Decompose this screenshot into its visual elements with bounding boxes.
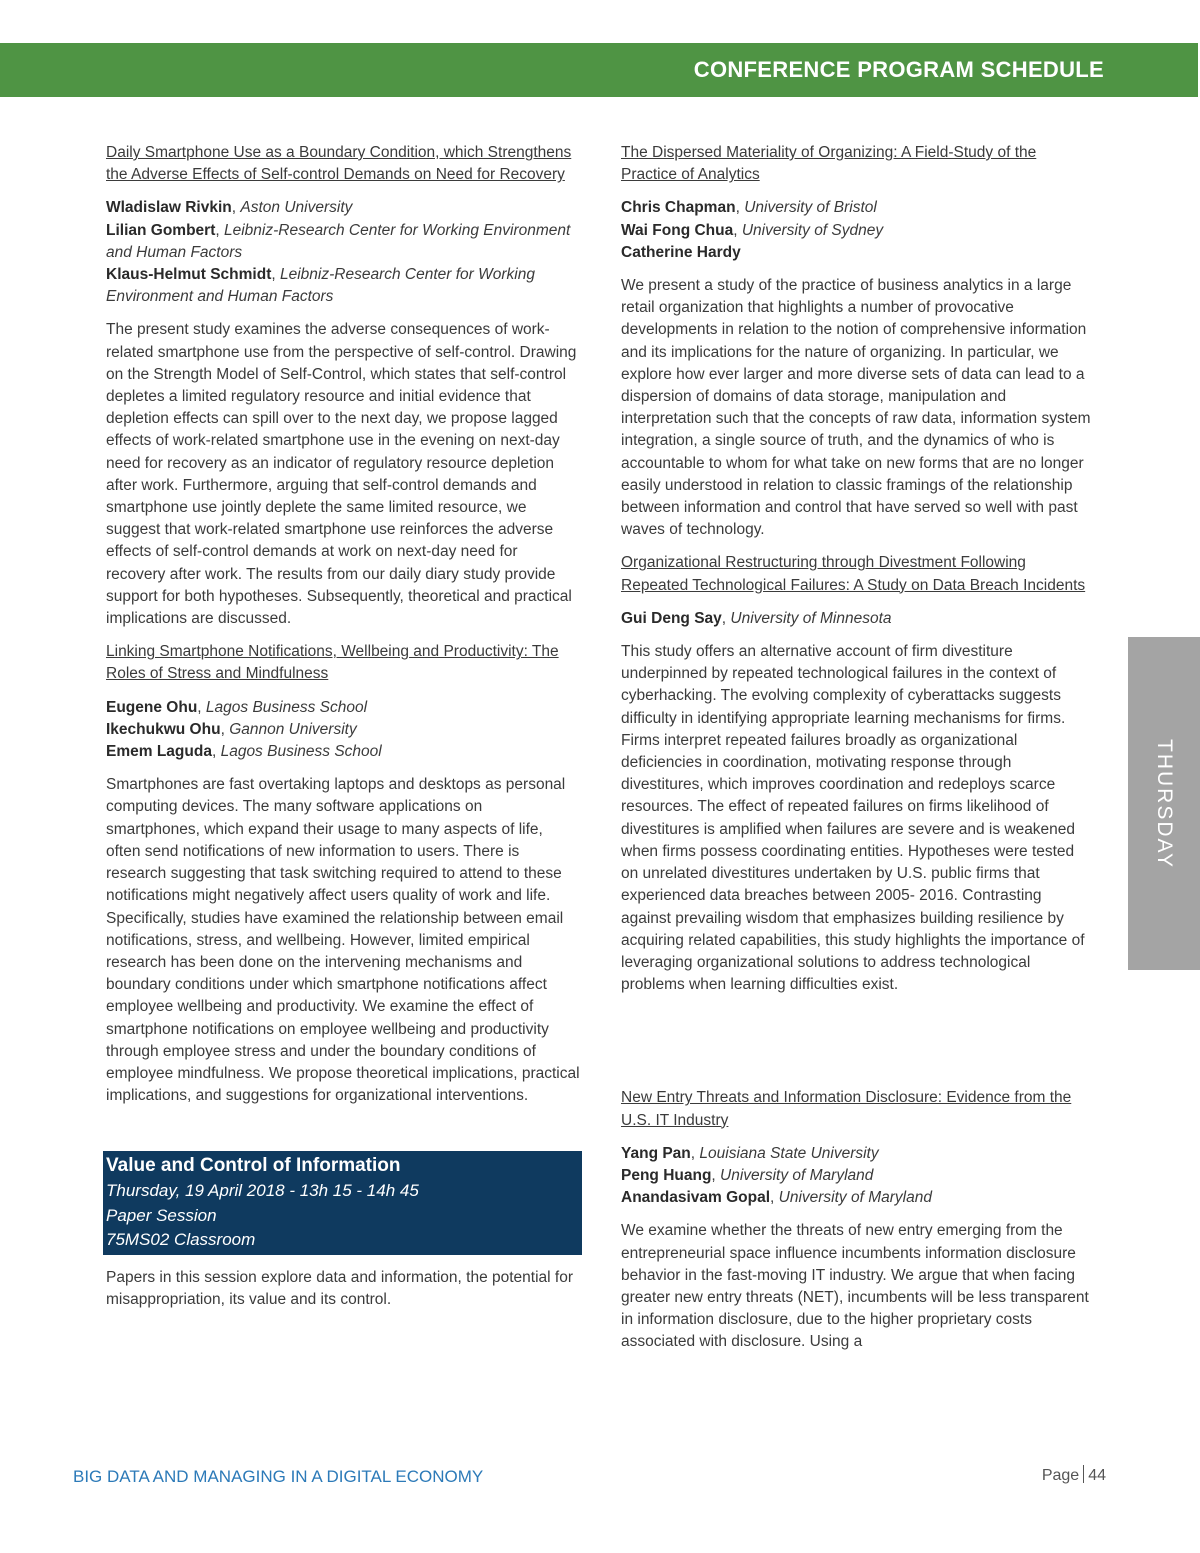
author: Chris Chapman, University of Bristol [621,199,877,217]
paper [621,142,1095,541]
header-title: CONFERENCE PROGRAM SCHEDULE [693,57,1104,82]
day-side-tab-label: THURSDAY [1153,738,1176,869]
author-name: Wladislaw Rivkin [106,199,232,217]
author [621,242,1095,264]
page-separator [1083,1465,1084,1483]
author-list [106,197,580,308]
author-affiliation: Gannon University [229,720,357,738]
paper [106,641,580,1107]
author: Klaus-Helmut Schmidt, Leibniz-Research Center for Working Environment and Human Factors [106,266,535,306]
author-affiliation: University of Maryland [778,1189,932,1207]
paper-abstract: We examine whether the threats of new entry emerging from the entrepreneurial space influence incumbents information disclosure behavior in the fast-moving IT industry. We argue that when facing greater new entry threats (NET), incumbents will be less transparent in information disclosure, due to the higher proprietary costs associated with disclosure. Using a [621,1222,1089,1351]
author-list [621,197,1095,264]
author-list [621,608,1095,630]
author-name: Anandasivam Gopal [621,1189,771,1207]
author-name: Lilian Gombert [106,221,216,239]
right-column [621,142,1095,1365]
author: Wladislaw Rivkin, Aston University [106,199,353,217]
author-affiliation: Louisiana State University [699,1144,879,1162]
left-column [106,142,580,1322]
paper-title[interactable]: New Entry Threats and Information Disclosure: Evidence from the U.S. IT Industry [621,1089,1072,1129]
author: Peng Huang, University of Maryland [621,1166,874,1184]
column-spacer [621,1007,1095,1087]
paper-abstract: This study offers an alternative account of firm divestiture underpinned by repeated technological failures in the context of cyberhacking. The evolving complexity of cyberattacks suggests difficulty in identifying appropriate learning mechanisms for firms. Firms interpret repeated failures broadly as organizational deficiencies in coordination, motivating response through divestitures, which improves coordination and redeploys scarce resources. The effect of repeated failures on firms likelihood of divestitures is amplified when failures are severe and is weakened when firms possess coordinating entities. Hypotheses were tested on unrelated divestitures undertaken by U.S. public firms that experienced data breaches between 2005- 2016. Contrasting against prevailing wisdom that emphasizes building resilience by acquiring related capabilities, this study highlights the importance of leveraging organizational solutions to address technological problems when learning difficulties exist. [621,643,1085,994]
author-name: Catherine Hardy [621,243,741,261]
paper-abstract: Smartphones are fast overtaking laptops and desktops as personal computing devices. The many software applications on smartphones, which expand their usage to many aspects of life, often send notifications of new information to users. There is research suggesting that task switching required to attend to these notifications might negatively affect users quality of work and life. Specifically, studies have examined the relationship between email notifications, stress, and wellbeing. However, limited empirical research has been done on the intervening mechanisms and boundary conditions under which smartphone notifications affect employee wellbeing and productivity. We examine the effect of smartphone notifications on employee wellbeing and productivity through employee stress and under the boundary conditions of employee mindfulness. We propose theoretical implications, practical implications, and suggestions for organizational interventions. [106,776,580,1105]
paper-abstract: The present study examines the adverse consequences of work-related smartphone use from the perspective of self-control. Drawing on the Strength Model of Self-Control, which states that self-control depletes a limited regulatory resource and initial evidence that depletion effects can spill over to the next day, we propose lagged effects of work-related smartphone use in the evening on next-day need for recovery as an indicator of regulatory resource depletion after work. Furthermore, arguing that self-control demands and smartphone use jointly deplete the same limited resource, we suggest that work-related smartphone use reinforces the adverse effects of self-control demands at work on next-day need for recovery after work. The results from our daily diary study provide support for both hypotheses. Subsequently, theoretical and practical implications are discussed. [106,321,577,628]
author-name: Klaus-Helmut Schmidt [106,266,272,284]
paper [621,1087,1095,1353]
author-name: Ikechukwu Ohu [106,720,221,738]
paper-title[interactable]: Daily Smartphone Use as a Boundary Condition, which Strengthens the Adverse Effects of Self-control Demands on Need for Recovery [106,144,572,184]
footer-conference-name: BIG DATA AND MANAGING IN A DIGITAL ECONOMY [73,1467,484,1486]
author: Emem Laguda, Lagos Business School [106,743,382,761]
session-type: Paper Session [106,1205,217,1225]
paper-title[interactable]: Organizational Restructuring through Divestment Following Repeated Technological Failures: A Study on Data Breach Incidents [621,554,1086,594]
author: Eugene Ohu, Lagos Business School [106,698,368,716]
author-affiliation: University of Maryland [720,1166,874,1184]
author: Yang Pan, Louisiana State University [621,1144,879,1162]
author-name: Emem Laguda [106,743,212,761]
author-affiliation: University of Bristol [744,199,877,217]
author-name: Wai Fong Chua [621,221,734,239]
session-name: Value and Control of Information [106,1155,401,1177]
paper-title[interactable]: Linking Smartphone Notifications, Wellbeing and Productivity: The Roles of Stress and Mindfulness [106,643,559,683]
author-affiliation: Lagos Business School [205,698,368,716]
paper-abstract: We present a study of the practice of business analytics in a large retail organization that highlights a number of provocative developments in relation to the notion of comprehensive information and its implications for the nature of organizing. In particular, we explore how ever larger and more diverse sets of data can lead to a dispersion of domains of data storage, manipulation and interpretation such that the concepts of raw data, information system integration, a single source of truth, and the dynamics of who is accountable to whom for what take on new forms that are no longer easily understood in relation to classic framings of the relationship between information and control that have served so well with past waves of technology. [621,277,1091,539]
session-header [103,1151,582,1255]
session-datetime: Thursday, 19 April 2018 - 13h 15 - 14h 45 [106,1181,419,1201]
author-list [106,697,580,764]
author-list [621,1143,1095,1210]
author-name: Eugene Ohu [106,698,198,716]
author-name: Yang Pan [621,1144,691,1162]
paper [621,552,1095,996]
day-side-tab [1128,637,1200,970]
author: Lilian Gombert, Leibniz-Research Center for Working Environment and Human Factors [106,221,571,261]
author-affiliation: University of Sydney [741,221,884,239]
paper-title[interactable]: The Dispersed Materiality of Organizing: A Field-Study of the Practice of Analytics [621,144,1037,184]
author: Anandasivam Gopal, University of Maryland [621,1189,932,1207]
page-label: Page [1041,1467,1080,1484]
session-description: Papers in this session explore data and information, the potential for misappropriation, its value and its control. [106,1268,573,1309]
author-affiliation: Lagos Business School [220,743,382,761]
author-name: Gui Deng Say [621,609,722,627]
header-bar [0,43,1198,97]
author-affiliation: Leibniz-Research Center for Working Environment and Human Factors [106,266,535,306]
footer-page [1042,1465,1106,1485]
author: Gui Deng Say, University of Minnesota [621,609,892,627]
author-affiliation: Leibniz-Research Center for Working Environment and Human Factors [106,221,571,261]
author: Ikechukwu Ohu, Gannon University [106,720,357,738]
paper [106,142,580,630]
author-affiliation: Aston University [240,199,353,217]
author-name: Peng Huang [621,1166,712,1184]
page-number: 44 [1088,1467,1106,1484]
session-room: 75MS02 Classroom [106,1230,256,1250]
author-affiliation: University of Minnesota [730,609,892,627]
author: Wai Fong Chua, University of Sydney [621,221,884,239]
author-name: Chris Chapman [621,199,736,217]
